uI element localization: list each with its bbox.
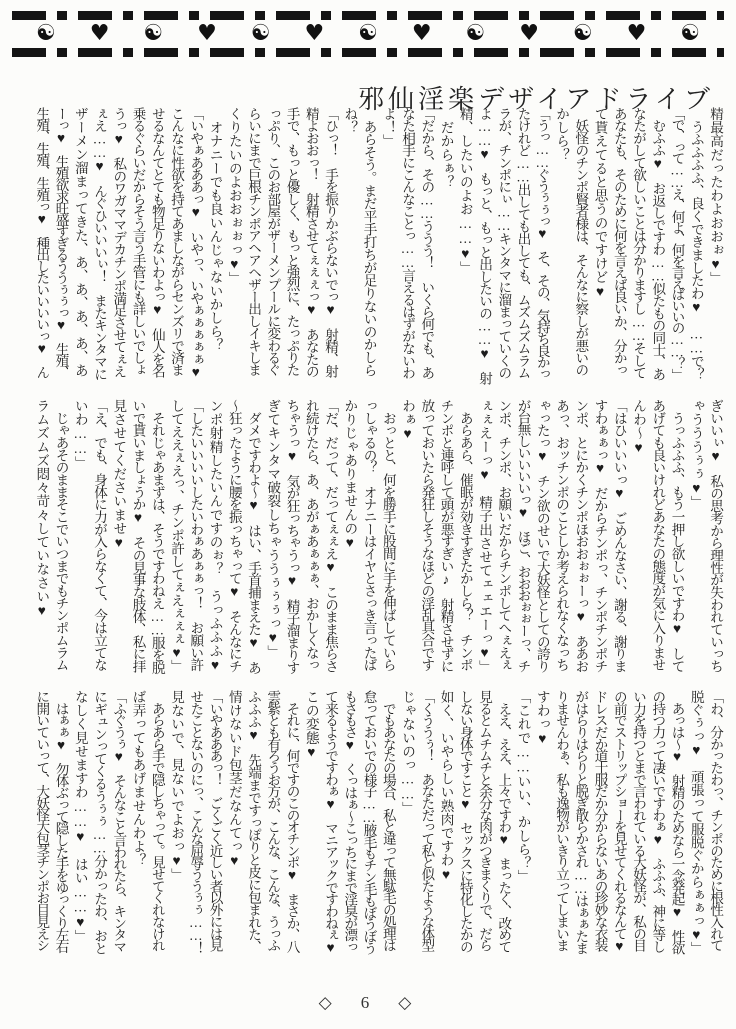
text-column: あっ、おッチンポのことしか考えられなくなっち <box>554 399 569 671</box>
text-column: あらあら、催眠が効きすぎたかしら？ チンポ <box>457 399 473 671</box>
text-column: ちゃうっ♥ 気が狂っちゃうっ♥ 精子溜まりす <box>284 399 300 674</box>
text-column: らいにまで巨根チンポアヘアヘザー出しイキしま <box>246 107 261 376</box>
text-column: たけれど……出しても出しても、ムズムズムラム <box>515 107 531 379</box>
text-column: もさもさ♥ くっはぁ〜こっちにまで淫臭が漂っ <box>342 690 358 952</box>
text-column: の持つ力って凄いですわぁ♥ ふふふ、神に等し <box>650 690 666 952</box>
text-column: かしら？ <box>554 107 569 162</box>
text-column: がはらりはらりと脱ぎ散らかされ……はぁぁたま <box>573 690 589 954</box>
heart-icon: ♥ <box>626 21 647 46</box>
text-column: なたがして欲しいことは分かりますし……そして <box>631 107 646 379</box>
yinyang-icon: ☯ <box>465 21 486 46</box>
text-column: いわ……」 <box>72 399 88 470</box>
heart-icon: ♥ <box>89 21 110 46</box>
text-column: っしゃるの？ オナニーはイヤとさっき言ったば <box>361 399 377 671</box>
text-column: ゃったっ♥ チン欲のせいで大妖怪としての誇り <box>534 399 550 672</box>
text-column: オナニーでも良いんじゃないかしら？ <box>207 107 223 352</box>
text-column: せたことないのにっ、こんな屈辱ううぅぅ……！ <box>188 690 204 954</box>
text-column: 「ふぐうぅ♥ そんなこと言われたら、キンタマ <box>111 690 127 952</box>
text-column: 怠っておいでの様子……腋毛もチン毛もぼうぼう <box>361 690 377 954</box>
text-column: 妖怪のチンポ賢者様は、そんなに察しが悪いの <box>573 107 589 376</box>
text-column: あらあら手で隠しちゃって。見せてくれなけれ <box>149 690 165 951</box>
text-column: してええぇえっ、チンポ許してぇえぇぇぇ♥」 <box>169 399 184 673</box>
text-block <box>32 107 725 393</box>
text-column: 「これで……いい、かしら？」 <box>515 690 531 884</box>
text-column: むふふ♥ お返しですわ……似たもの同士、あ <box>650 107 666 380</box>
text-column: だからぁ？ <box>438 107 454 189</box>
page-number: ◇ 6 ◇ <box>318 993 418 1012</box>
text-column: あなたも、そのために何を言えば良いか、分かっ <box>611 107 627 376</box>
text-column: が台無しいいいいっ♥ ほご、おおおぉぉーっ、チ <box>515 399 531 672</box>
text-column: ンポ、とにかくチンポほおおぉぉーっ♥ ああお <box>573 399 589 672</box>
text-column: ドレスだか道士服だか分からないあの珍妙な衣装 <box>592 690 608 951</box>
text-column: ーっ♥ 生殖欲求旺盛すぎるううぅぅっ♥ 生殖、 <box>53 107 69 378</box>
heart-icon: ♥ <box>519 21 539 46</box>
text-column: 「はひいいいっ♥ ごめんなさい、謝る、謝りま <box>611 399 627 672</box>
text-column: こんなに性欲を持てあましながらセンズリで済ま <box>169 107 184 376</box>
text-column: にギュンってくるうぅぅ……分かったわ、おと <box>92 690 107 955</box>
text-column: 「え、でも、身体に力が入らなくて、今は立てな <box>92 399 107 671</box>
text-column: て来るようですわぁ♥ マニアックですわねぇ♥ <box>323 690 338 954</box>
text-column: 見ないで、見ないでよおっ♥」 <box>169 690 184 882</box>
yinyang-icon: ☯ <box>680 21 700 46</box>
text-column: りませんわぁ、私も逸物がいきり立ってしまいま <box>554 690 569 951</box>
text-column: ぎてキンタマ破裂しちゃううぅぅぅっ♥」 <box>265 399 281 659</box>
text-block <box>32 690 725 968</box>
text-column: すわっ♥ <box>534 690 550 746</box>
text-column: ええ、ええ、上々ですわ♥ まったく、改めて <box>496 690 512 952</box>
text-column: ぎいいぃ♥ 私の思考から理性が失われていっち <box>708 399 723 672</box>
text-column: 「ひっ！ 手を振りかぶらないでっ♥ 射精、射 <box>323 107 338 377</box>
page-title: 邪仙淫楽デザイアドライブ <box>358 84 714 115</box>
text-column: ぇえ……♥ んぐひいいいぃ！ またキンタマに <box>92 107 107 380</box>
text-column: あっは〜♥ 射精のためなら一念発起♥ 性欲 <box>669 690 685 954</box>
text-column: 見るとムチムチと余分な肉がつきまくりで、だら <box>477 690 492 951</box>
text-column: せるなんてとても物足りないわよっ♥ 仙人を名 <box>149 107 165 377</box>
text-column: ンポ、チンポ、お願いだからチンポしてへぇえぇ <box>496 399 512 671</box>
text-column: いで貰いましょうか♥ その見事な肢体、私に拝 <box>130 399 146 672</box>
text-column: て貰えてると思うのですけど♥ <box>592 107 608 299</box>
text-column: ラが、チンポにぃ……キンタマに溜まっていくの <box>496 107 512 379</box>
decorative-top-border <box>12 10 724 58</box>
text-column: ラムズムズ悶々苛々していなさい♥ <box>34 399 50 618</box>
text-column: れ続けたら、あ、あがぁあぁぁぁ、おかしくなっ <box>303 399 319 671</box>
heart-icon: ♥ <box>197 21 217 46</box>
text-column: っぷり、このお部屋がザーメンプールに変わるぐ <box>265 107 281 376</box>
text-block <box>32 399 725 688</box>
border-dash-top <box>12 11 724 20</box>
heart-icon: ♥ <box>411 21 432 46</box>
text-column: あげても良いけれどあなたの態度が気に入りませ <box>650 399 666 671</box>
yinyang-icon: ☯ <box>143 21 164 46</box>
text-column: ザーメン溜まってきた、あ、あ、あ、あ、あ <box>72 107 88 377</box>
text-column: よ！」 <box>380 107 396 148</box>
text-column: はぁぁ♥ 勿体ぶって隠した手をゆっくり左右 <box>53 690 69 952</box>
text-column: 雲紫とも有ろうお方が、こんな、こんな、うっふ <box>265 690 281 951</box>
text-column: この変態♥ <box>303 690 319 760</box>
text-column: 精最高だったわよおおぉ♥」 <box>708 107 723 286</box>
text-column: 「で、って……え、何よ、何を言えばいいの……？」 <box>669 107 685 380</box>
text-column: 「うっ……ぐうぅぅっ♥ そ、その、気持ち良かっ <box>534 107 550 379</box>
text-column: 「だから、その……ううう！ いくら何でも、あ <box>419 107 435 379</box>
text-column: い力を持つとまで言われている大妖怪が、私の目 <box>631 690 646 951</box>
text-column: しない身体ですこと♥ セックスに特化したかの <box>457 690 473 952</box>
text-column: わぁ♥ <box>400 399 415 442</box>
text-column: 「くううぅ！ あなただって私と似たような体型 <box>419 690 435 951</box>
text-column: それじゃあまずは、そうですわねえ……服を脱 <box>149 399 165 674</box>
text-column: ね？ <box>342 107 358 135</box>
text-column: 情けないド包茎だなんてっ♥ <box>226 690 242 869</box>
text-column: かりじゃありませんの♥ <box>342 399 358 550</box>
text-column: ンポ射精したいんですのぉ？ うっふふふ♥ <box>207 399 223 673</box>
yinyang-icon: ☯ <box>358 21 378 46</box>
text-column: 手で、もっと優しく、もっと強烈に、たっぷりた <box>284 107 300 376</box>
text-column: ダメですわよ〜♥ はい、手首捕まえた♥ あ <box>246 399 261 674</box>
yinyang-icon: ☯ <box>250 21 271 46</box>
text-column: よ……♥ もっと、もっと出したいの……♥ 射 <box>477 107 492 384</box>
text-column: に開いていって、大妖怪大包茎チンポお目見えシ <box>34 690 50 951</box>
text-column: 〜狂ったように腰を振っちゃって♥ そんなにチ <box>226 399 242 672</box>
text-column: くりたいのよおおぉぉっ♥」 <box>226 107 242 286</box>
text-column: 「わ、分かったわっ、チンポのために根性入れて <box>708 690 723 951</box>
text-column: なしく見せますわ……♥ はい……♥」 <box>72 690 88 944</box>
text-column: 見させてくださいませ♥ <box>111 399 127 550</box>
text-column: じゃないのっ……」 <box>400 690 415 816</box>
text-column: それに、何ですのこのオチンポ♥ まさか、八 <box>284 690 300 952</box>
yinyang-icon: ☯ <box>572 21 593 46</box>
text-column: うっふふふ、もう一押し欲しいですわ♥ して <box>669 399 685 672</box>
text-column: おっとと、何を勝手に股間に手を伸ばしていら <box>380 399 396 671</box>
text-column: すわぁぁっ♥ だからチンポっ、チンポチンポチ <box>592 399 608 672</box>
text-column: 精、したいのよお……♥」 <box>457 107 473 275</box>
text-column: 「いやあああっ！ ごくごく近しい者以外には見 <box>207 690 223 951</box>
text-column: あらそう。まだ平手打ちが足りないのかしら <box>361 107 377 377</box>
text-column: 放っておいたら発狂しそうなほどの淫乱具合です <box>419 399 435 671</box>
text-column: 如く、いやらしい熟肉ですわ♥ <box>438 690 454 882</box>
text-column: うっ♥ 私のワガママデカチンポ満足させてぇえ <box>111 107 127 377</box>
text-column: うふふふふ、良くできましたわ♥ ……で？ <box>688 107 704 381</box>
text-column: なた相手にこんなことっ……言えるはずがないわ <box>400 107 415 379</box>
text-column: じゃあそのままそこでいつまでもチンポムラム <box>53 399 69 671</box>
yinyang-icon: ☯ <box>36 21 56 46</box>
text-column: 「したいいいいしたいわぁあぁぁっ！ お願い許 <box>188 399 204 671</box>
text-column: でもあなたの場合、私と違って無駄毛の処理は <box>380 690 396 951</box>
heart-icon: ♥ <box>304 21 325 46</box>
text-column: んわ〜♥ <box>631 399 646 455</box>
text-column: 生殖、生殖、生殖っ♥ 種出したいいいいっ♥ ん <box>34 107 50 378</box>
text-column: ふふふ♥ 先端まですっぽりと皮に包まれた、 <box>246 690 261 953</box>
text-column: の前でストリップショーを見せてくれるなんて♥ <box>611 690 627 952</box>
text-column: 「だ、だって、だってぇぇえ♥ このまま焦らさ <box>323 399 338 672</box>
text-column: 精よおおっ！ 射精させてぇぇぇっ♥ あなたの <box>303 107 319 377</box>
text-column: ば弄ってもあげませんわよ？ <box>130 690 146 867</box>
text-column: チンポと連呼して頭が悪すぎい♪ 射精させずに <box>438 399 454 672</box>
text-column: 「いやぁあああっ♥ いやっ、いやぁぁぁぁぁ♥ <box>188 107 204 379</box>
text-column: 乗るぐらいだからそう言う手管にも詳しいでしょ <box>130 107 146 376</box>
text-column: 脱ぐぅっ♥ 頑張って服脱ぐからぁぁっ♥」 <box>688 690 704 955</box>
text-column: ぇぇえーっ♥ 精子出させてェェエーっ♥」 <box>477 399 492 674</box>
border-icon-row <box>12 21 724 47</box>
border-dash-bottom <box>12 48 724 57</box>
text-column: ゃうううぅぅ♥」 <box>688 399 704 510</box>
